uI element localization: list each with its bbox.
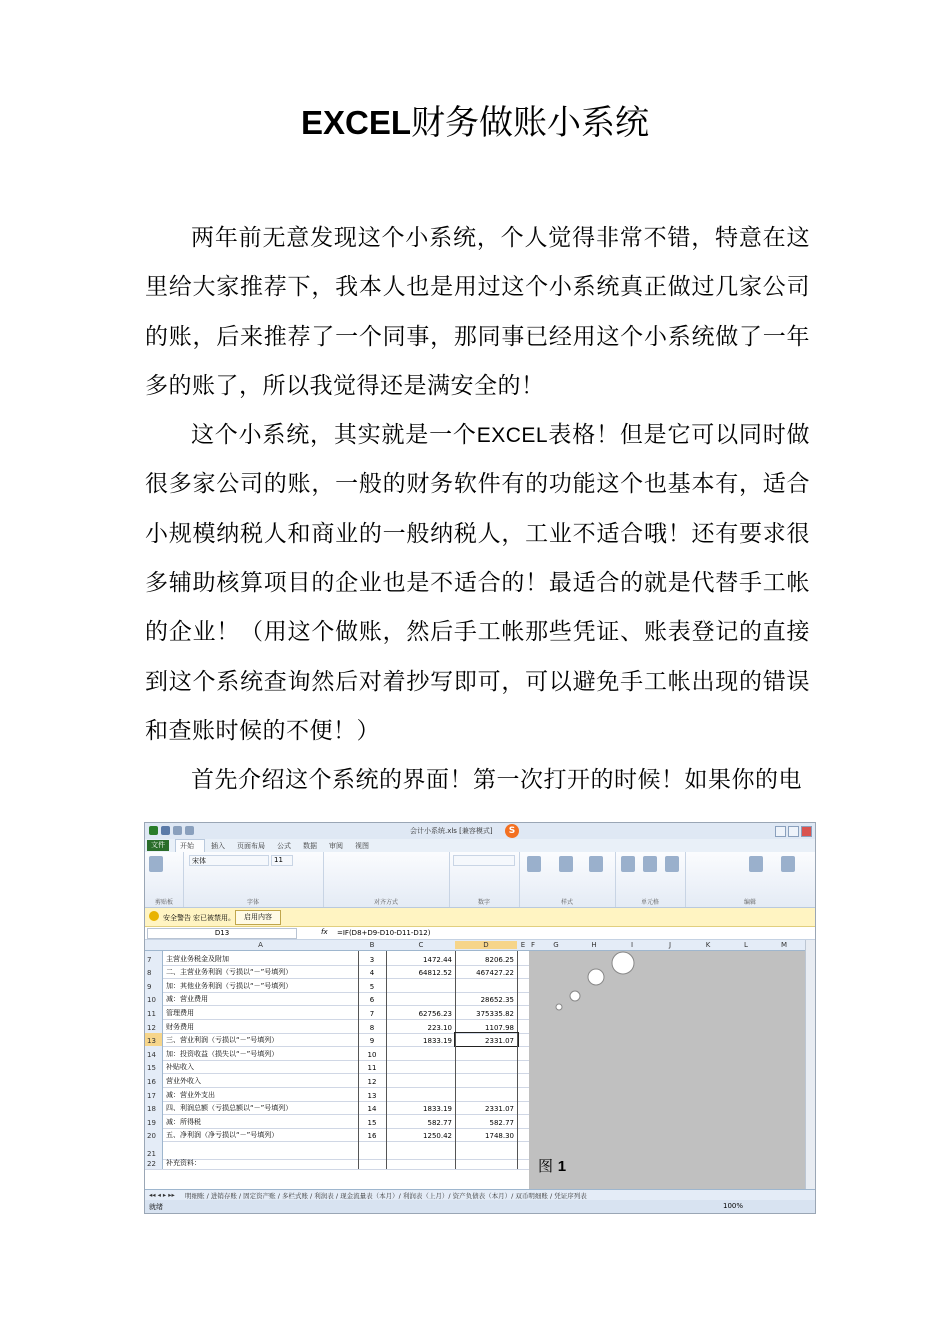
row-number: 9 [145,978,163,992]
warning-label: 安全警告 [163,914,191,922]
cell-item: 补充资料： [163,1159,359,1169]
cell-current: 1250.42 [387,1128,456,1142]
row-number: 18 [145,1101,163,1115]
fx-icon: fx [321,928,328,936]
cell-cumulative [455,1087,518,1101]
figure-caption [538,1155,566,1176]
cell-line-no [358,1141,387,1159]
table-row [145,1141,529,1160]
column-header: A [258,941,263,949]
group-cells [615,852,686,907]
column-header: B [369,941,375,949]
group-label: 单元格 [640,899,659,906]
cell-line-no: 11 [358,1060,387,1074]
row-number: 11 [145,1005,163,1019]
group-font [183,852,324,907]
column-header: E [520,941,526,949]
tab-file: 文件 [147,840,169,851]
cell-line-no: 16 [358,1128,387,1142]
title-cn: 财务做账小系统 [411,103,650,143]
cell-current: 223.10 [387,1019,456,1033]
cell-current: 582.77 [387,1114,456,1128]
cell-line-no: 5 [358,978,387,992]
row-number: 13 [145,1033,163,1047]
group-label: 字体 [246,899,259,906]
group-label: 剪贴板 [154,899,173,906]
group-alignment [323,852,450,907]
cell-item: 加：其他业务利润（亏损以“－”号填列） [163,978,359,992]
bubble [612,952,634,974]
table-format-icon [559,856,573,872]
row-number: 21 [145,1141,163,1159]
cell-line-no: 3 [358,951,387,965]
ribbon [145,852,815,908]
table-row [145,1128,529,1143]
table-row [145,1087,529,1102]
cell-item: 管理费用 [163,1005,359,1019]
minimize-icon [775,826,786,837]
save-icon [161,826,170,835]
group-label: 编辑 [743,899,756,906]
cell-line-no: 14 [358,1101,387,1115]
cell-current [387,1073,456,1087]
cell-cumulative: 1107.98 [455,1019,518,1033]
cell-cumulative [455,1046,518,1060]
table-row [145,1019,529,1034]
undo-icon [173,826,182,835]
cell-current [387,1159,456,1169]
status-text: 就绪 [149,1203,163,1211]
row-number: 16 [145,1073,163,1087]
cell-style-icon [589,856,603,872]
cell-item: 减：营业费用 [163,992,359,1006]
column-header: K [705,941,711,949]
ribbon-tabs [145,839,815,852]
cell-current: 62756.23 [387,1005,456,1019]
bubble [570,991,580,1001]
row-number: 8 [145,965,163,979]
cell-cumulative: 2331.07 [455,1101,518,1115]
enable-content-button: 启用内容 [235,910,281,925]
sort-filter-icon [749,856,763,872]
cell-item: 三、营业利润（亏损以“－”号填列） [163,1033,359,1047]
page-title [0,100,950,146]
table-row [145,1159,529,1170]
cell-line-no: 13 [358,1087,387,1101]
cell-current: 64812.52 [387,965,456,979]
paragraph-text: 表格！但是它可以同时做很多家公司的账，一般的财务软件有的功能这个也基本有，适合小规模纳税人和商业的一般纳税人，工业不适合哦！还有要求很多辅助核算项目的企业也是不适合的！最适合的就是代替手工帐的企业！（用这个做账，然后手工帐那些凭证、账表登记的直接到这个系统查询然后对着抄写即可，可以避免手工帐出现的错误和查账时候的不便！） [145,422,811,744]
column-header: G [553,941,559,949]
cell-cumulative: 582.77 [455,1114,518,1128]
bubble [588,969,604,985]
insert-cells-icon [621,856,635,872]
row-number: 20 [145,1128,163,1142]
table-row [145,1046,529,1061]
cell-cumulative [455,1060,518,1074]
sogou-icon: S [505,824,519,838]
font-name: 宋体 [192,857,206,865]
cell-cumulative: 2331.07 [455,1033,518,1047]
spreadsheet-grid [145,951,529,1201]
cell-current: 1472.44 [387,951,456,965]
title-bar [145,823,815,840]
cell-cumulative [455,1159,518,1169]
find-select-icon [781,856,795,872]
warning-icon [149,911,159,921]
cell-item: 营业外收入 [163,1073,359,1087]
row-number: 15 [145,1060,163,1074]
cell-current [387,1087,456,1101]
table-row [145,1005,529,1020]
group-clipboard [145,852,184,907]
table-row [145,992,529,1007]
cell-line-no: 15 [358,1114,387,1128]
column-header: M [780,941,788,949]
zoom-level: 100% [723,1202,744,1210]
status-bar [145,1200,815,1213]
cell-cumulative: 28652.35 [455,992,518,1006]
tab-home: 开始 [180,842,194,850]
column-headers [145,940,815,951]
cell-cumulative [455,978,518,992]
row-number: 19 [145,1114,163,1128]
table-row [145,1073,529,1088]
column-header: I [630,941,634,949]
table-row [145,1101,529,1116]
font-size: 11 [274,856,283,864]
paragraph-latin: EXCEL [476,424,549,448]
tab-page-layout: 页面布局 [237,842,265,850]
paragraph-text: 两年前无意发现这个小系统，个人觉得非常不错，特意在这里给大家推荐下，我本人也是用过这个小系统真正做过几家公司的账，后来推荐了一个同事，那同事已经用这个小系统做了一年多的账了，所以我觉得还是满安全的！ [145,225,810,399]
tab-data: 数据 [303,842,317,850]
group-number [449,852,520,907]
chart-area-gray [529,951,805,1201]
cell-cumulative [455,1073,518,1087]
vertical-scrollbar [805,940,816,1201]
tab-insert: 插入 [211,842,225,850]
paste-icon [149,856,163,872]
cell-line-no: 9 [358,1033,387,1047]
bubble-decoration [529,951,805,1201]
cell-current [387,978,456,992]
format-cells-icon [665,856,679,872]
column-header: F [530,941,536,949]
tab-view: 视图 [355,842,369,850]
cell-cumulative: 375335.82 [455,1005,518,1019]
font-name-box [189,855,269,866]
column-header: L [744,941,748,949]
cell-line-no: 6 [358,992,387,1006]
cell-item: 五、净利润（净亏损以“－”号填列） [163,1128,359,1142]
cell-cumulative [455,1141,518,1159]
paragraph [145,411,810,756]
caption-cn: 图 [538,1157,554,1175]
cell-item: 四、利润总额（亏损总额以“－”号填列） [163,1101,359,1115]
restore-icon [788,826,799,837]
paragraph-text: 首先介绍这个系统的界面！第一次打开的时候！如果你的电 [191,767,802,794]
row-number: 22 [145,1159,163,1169]
row-number: 17 [145,1087,163,1101]
cell-line-no: 12 [358,1073,387,1087]
table-row [145,951,529,966]
sheet-tab-list: 明细账 / 进销存账 / 固定资产账 / 多栏式账 / 利润表 / 现金流量表（本月）/ 利润表（上月）/ 资产负债表（本月）/ 双币明细账 / 凭证序列表 [185,1192,587,1200]
row-number: 7 [145,951,163,965]
number-format-box [453,855,515,866]
paragraph [145,756,810,805]
group-label: 数字 [477,899,490,906]
cell-item: 主营业务税金及附加 [163,951,359,965]
security-warning-bar [145,908,815,927]
cell-item: 减：营业外支出 [163,1087,359,1101]
font-size-box [271,855,293,866]
group-editing [685,852,815,907]
bubble [556,1004,562,1010]
cell-current [387,1046,456,1060]
article-body [145,214,810,806]
tab-review: 审阅 [329,842,343,850]
name-box: D13 [147,928,297,939]
sheet-nav-icon: ◂◂ ◂ ▸ ▸▸ [149,1191,175,1199]
cell-line-no: 4 [358,965,387,979]
row-number: 10 [145,992,163,1006]
cell-item: 减：所得税 [163,1114,359,1128]
cell-item: 加：投资收益（损失以“－”号填列） [163,1046,359,1060]
cell-cumulative: 467427.22 [455,965,518,979]
group-styles [519,852,616,907]
cell-line-no: 10 [358,1046,387,1060]
paragraph-text: 这个小系统，其实就是一个 [191,422,477,449]
close-icon [801,826,812,837]
redo-icon [185,826,194,835]
formula-bar [145,927,815,940]
row-number: 14 [145,1046,163,1060]
cell-line-no: 7 [358,1005,387,1019]
cell-line-no [358,1159,387,1169]
cell-current [387,1141,456,1159]
cell-current: 1833.19 [387,1033,456,1047]
cell-item: 补贴收入 [163,1060,359,1074]
cell-item: 二、主营业务利润（亏损以“－”号填列） [163,965,359,979]
table-row [145,1060,529,1075]
paragraph [145,214,810,411]
excel-icon [149,826,158,835]
tab-formulas: 公式 [277,842,291,850]
group-label: 对齐方式 [373,899,398,906]
table-row [145,1114,529,1129]
cell-item [163,1141,359,1159]
excel-screenshot [144,822,816,1214]
cell-current [387,992,456,1006]
delete-cells-icon [643,856,657,872]
row-number: 12 [145,1019,163,1033]
conditional-format-icon [527,856,541,872]
window-title: 会计小系统.xls [兼容模式] [410,827,493,835]
table-row [145,1033,529,1048]
cell-cumulative: 8206.25 [455,951,518,965]
caption-number: 1 [557,1158,567,1175]
cell-item: 财务费用 [163,1019,359,1033]
warning-text: 宏已被禁用。 [193,914,235,922]
table-row [145,978,529,993]
title-en: EXCEL [300,104,412,141]
column-header: C [418,941,424,949]
column-header: H [591,941,597,949]
cell-line-no: 8 [358,1019,387,1033]
table-row [145,965,529,980]
formula-text: =IF(D8+D9-D10-D11-D12) [337,929,431,937]
column-header: J [668,941,672,949]
cell-current: 1833.19 [387,1101,456,1115]
group-label: 样式 [560,899,573,906]
cell-cumulative: 1748.30 [455,1128,518,1142]
column-header: D [455,941,517,949]
cell-current [387,1060,456,1074]
